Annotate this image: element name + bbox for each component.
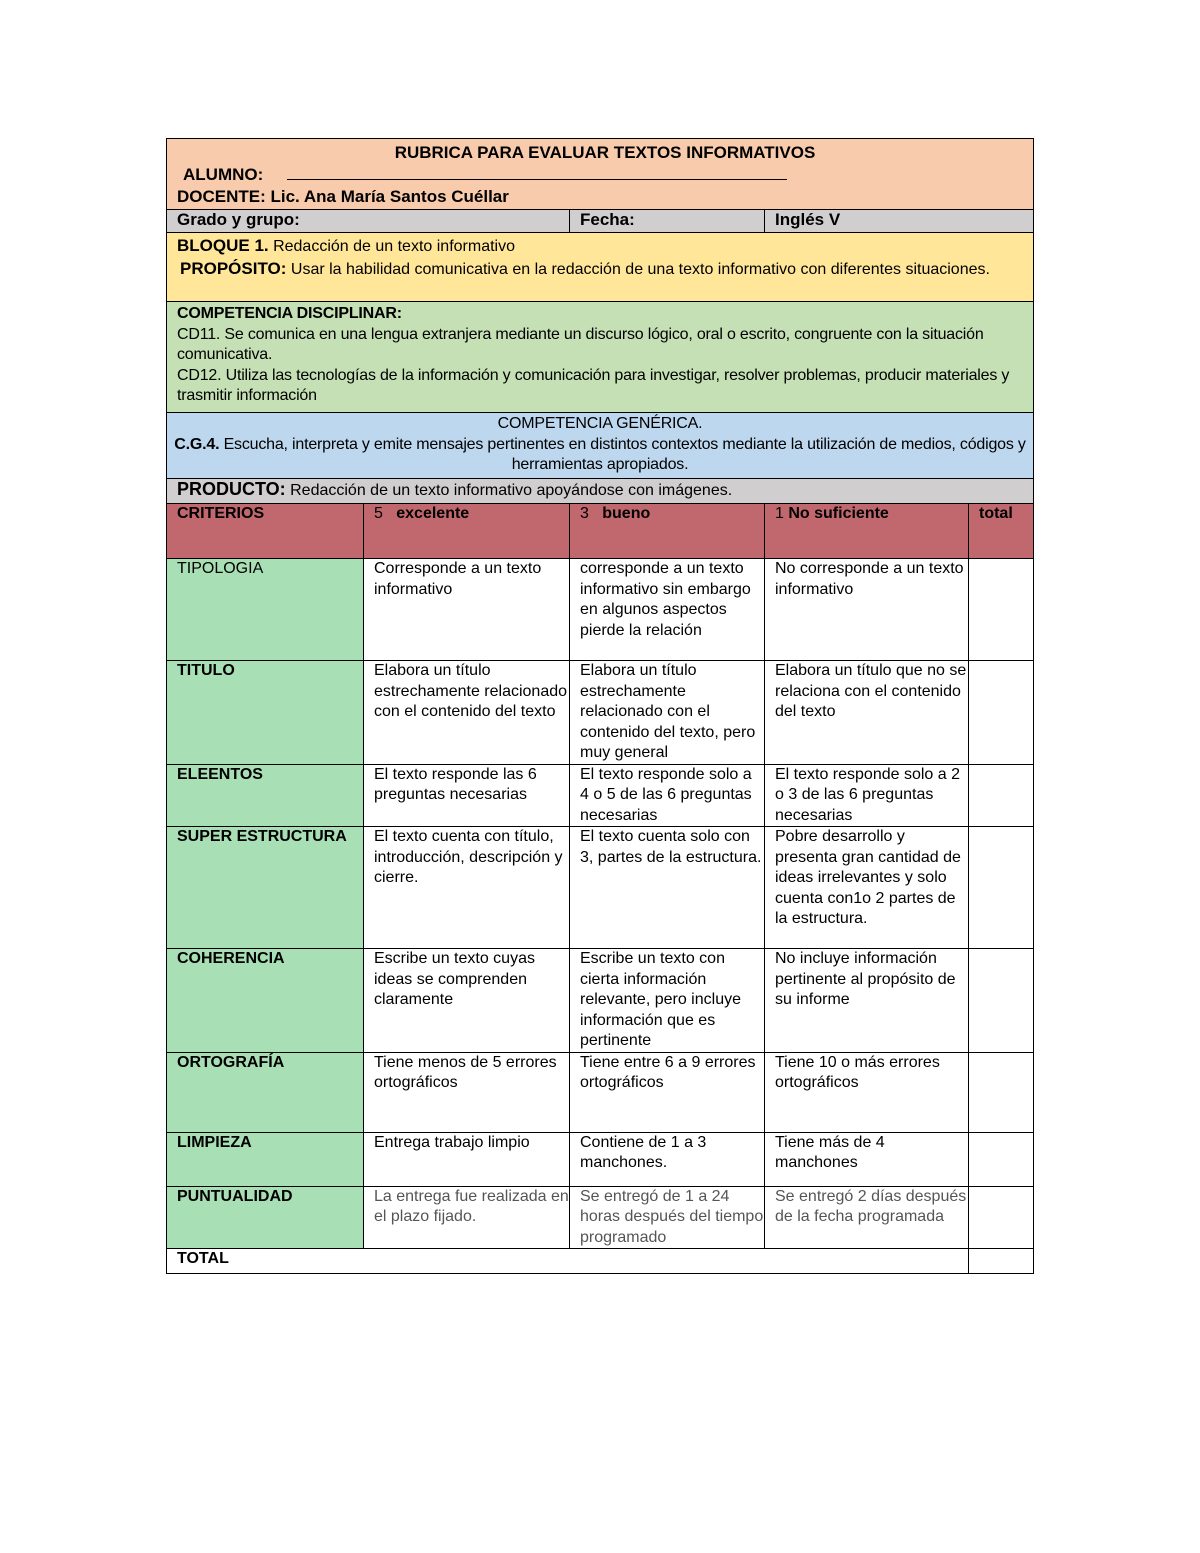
col-no-suficiente-num: 1 — [775, 505, 784, 522]
proposito-label: PROPÓSITO: — [180, 259, 287, 278]
total-cell[interactable] — [969, 559, 1034, 661]
cd11-text: CD11. Se comunica en una lengua extranjera mediante un discurso lógico, oral o escrito, congruente con la situación comunicativa. — [177, 325, 984, 363]
grado-grupo-cell[interactable] — [167, 210, 570, 233]
total-cell[interactable] — [969, 1052, 1034, 1132]
cg4-code: C.G.4. — [174, 435, 220, 453]
rubric-table — [166, 138, 1034, 1274]
no-suficiente-cell: Tiene más de 4 manchones — [765, 1132, 969, 1186]
bloque-block — [167, 233, 1034, 302]
alumno-label: ALUMNO: — [183, 164, 264, 184]
col-total: total — [969, 504, 1034, 559]
alumno-field[interactable] — [287, 165, 787, 180]
table-row — [167, 661, 1034, 765]
col-excelente-label: excelente — [396, 505, 470, 522]
materia-label: Inglés V — [775, 210, 841, 229]
criterio-cell: TIPOLOGIA — [167, 559, 364, 661]
bueno-cell: corresponde a un texto informativo sin embargo en algunos aspectos pierde la relación — [570, 559, 765, 661]
col-criterios: CRITERIOS — [167, 504, 364, 559]
total-row — [167, 1249, 1034, 1274]
total-label: TOTAL — [167, 1249, 969, 1274]
total-cell[interactable] — [969, 1132, 1034, 1186]
no-suficiente-cell: No incluye información pertinente al propósito de su informe — [765, 949, 969, 1053]
criterio-cell: SUPER ESTRUCTURA — [167, 827, 364, 949]
table-row — [167, 1186, 1034, 1249]
table-row — [167, 949, 1034, 1053]
table-row — [167, 764, 1034, 827]
no-suficiente-cell: Se entregó 2 días después de la fecha programada — [765, 1186, 969, 1249]
excelente-cell: Elabora un título estrechamente relacionado con el contenido del texto — [364, 661, 570, 765]
table-row — [167, 1052, 1034, 1132]
col-bueno-label: bueno — [602, 505, 651, 522]
excelente-cell: Tiene menos de 5 errores ortográficos — [364, 1052, 570, 1132]
criterio-cell: TITULO — [167, 661, 364, 765]
producto-text: Redacción de un texto informativo apoyándose con imágenes. — [285, 482, 733, 499]
excelente-cell: Entrega trabajo limpio — [364, 1132, 570, 1186]
total-cell[interactable] — [969, 764, 1034, 827]
col-bueno — [570, 504, 765, 559]
table-row — [167, 827, 1034, 949]
proposito-text: Usar la habilidad comunicativa en la redacción de una texto informativo con diferentes situaciones. — [286, 261, 990, 278]
fecha-label: Fecha: — [580, 210, 635, 229]
fecha-cell[interactable] — [570, 210, 765, 233]
grand-total-cell[interactable] — [969, 1249, 1034, 1274]
bueno-cell: Contiene de 1 a 3 manchones. — [570, 1132, 765, 1186]
criterio-cell: ORTOGRAFÍA — [167, 1052, 364, 1132]
competencia-generica-block — [167, 413, 1034, 479]
grado-grupo-label: Grado y grupo: — [177, 210, 300, 229]
rubric-sheet — [166, 138, 1033, 1274]
col-excelente-num: 5 — [374, 505, 383, 522]
total-cell[interactable] — [969, 949, 1034, 1053]
excelente-cell: El texto cuenta con título, introducción, descripción y cierre. — [364, 827, 570, 949]
competencia-disciplinar-block — [167, 302, 1034, 413]
total-cell[interactable] — [969, 1186, 1034, 1249]
no-suficiente-cell: El texto responde solo a 2 o 3 de las 6 preguntas necesarias — [765, 764, 969, 827]
no-suficiente-cell: No corresponde a un texto informativo — [765, 559, 969, 661]
bloque-text: Redacción de un texto informativo — [268, 238, 515, 255]
cd12-text: CD12. Utiliza las tecnologías de la información y comunicación para investigar, resolver problemas, producir materiales y trasmitir información — [177, 366, 1010, 404]
header-block — [167, 139, 1034, 210]
total-cell[interactable] — [969, 661, 1034, 765]
bloque-label: BLOQUE 1. — [177, 236, 269, 255]
excelente-cell: El texto responde las 6 preguntas necesarias — [364, 764, 570, 827]
criterio-cell: LIMPIEZA — [167, 1132, 364, 1186]
table-row — [167, 1132, 1034, 1186]
excelente-cell: Corresponde a un texto informativo — [364, 559, 570, 661]
bueno-cell: Tiene entre 6 a 9 errores ortográficos — [570, 1052, 765, 1132]
bueno-cell: Elabora un título estrechamente relacionado con el contenido del texto, pero muy general — [570, 661, 765, 765]
col-no-suficiente — [765, 504, 969, 559]
col-bueno-num: 3 — [580, 505, 589, 522]
rubric-title: RUBRICA PARA EVALUAR TEXTOS INFORMATIVOS — [394, 143, 816, 162]
criterio-cell: COHERENCIA — [167, 949, 364, 1053]
criterio-cell: PUNTUALIDAD — [167, 1186, 364, 1249]
no-suficiente-cell: Elabora un título que no se relaciona con el contenido del texto — [765, 661, 969, 765]
table-row — [167, 559, 1034, 661]
producto-label: PRODUCTO: — [177, 479, 286, 499]
docente-line: DOCENTE: Lic. Ana María Santos Cuéllar — [177, 186, 509, 206]
no-suficiente-cell: Pobre desarrollo y presenta gran cantidad de ideas irrelevantes y solo cuenta con1o 2 partes de la estructura. — [765, 827, 969, 949]
bueno-cell: El texto cuenta solo con 3, partes de la estructura. — [570, 827, 765, 949]
total-cell[interactable] — [969, 827, 1034, 949]
excelente-cell: La entrega fue realizada en el plazo fijado. — [364, 1186, 570, 1249]
bueno-cell: Escribe un texto con cierta información relevante, pero incluye información que es pertinente — [570, 949, 765, 1053]
excelente-cell: Escribe un texto cuyas ideas se comprenden claramente — [364, 949, 570, 1053]
competencia-generica-label: COMPETENCIA GENÉRICA. — [497, 415, 703, 432]
cg4-text: Escucha, interpreta y emite mensajes pertinentes en distintos contextos mediante la utilización de medios, códigos y herramientas apropiados. — [219, 435, 1026, 473]
criterio-cell: ELEENTOS — [167, 764, 364, 827]
col-no-suficiente-label: No suficiente — [788, 505, 889, 522]
col-excelente — [364, 504, 570, 559]
bueno-cell: El texto responde solo a 4 o 5 de las 6 preguntas necesarias — [570, 764, 765, 827]
producto-block — [167, 479, 1034, 504]
bueno-cell: Se entregó de 1 a 24 horas después del tiempo programado — [570, 1186, 765, 1249]
no-suficiente-cell: Tiene 10 o más errores ortográficos — [765, 1052, 969, 1132]
competencia-disciplinar-label: COMPETENCIA DISCIPLINAR: — [177, 305, 402, 322]
materia-cell — [765, 210, 1034, 233]
